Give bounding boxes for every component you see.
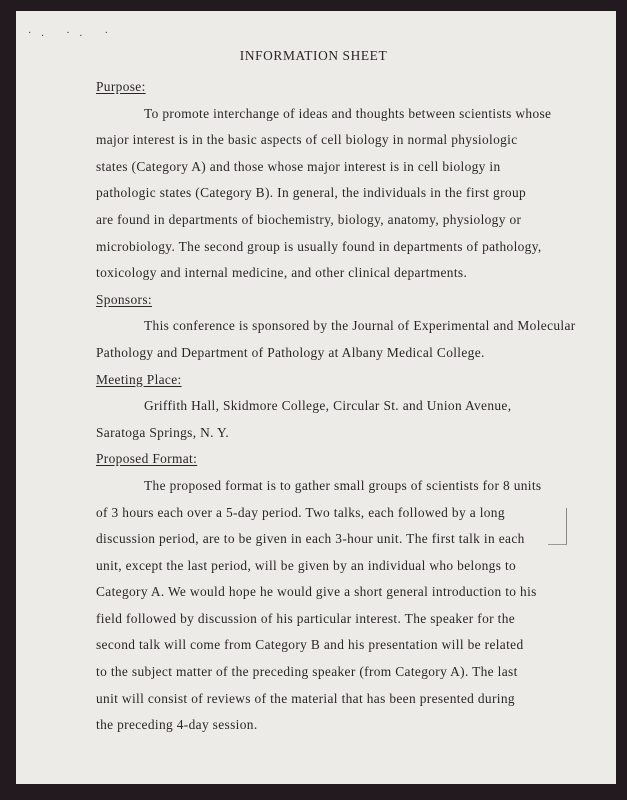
- text-line: states (Category A) and those whose major interest is in cell biology in: [96, 158, 501, 174]
- section-heading-text: Meeting Place:: [96, 371, 182, 387]
- section-heading: [0, 371, 627, 398]
- text-line: unit, except the last period, will be given by an individual who belongs to: [96, 557, 517, 573]
- scan-marks: ·. ·. ·: [28, 28, 118, 39]
- text-line: unit will consist of reviews of the material that has been presented during: [96, 690, 515, 706]
- text-line: Pathology and Department of Pathology at Albany Medical College.: [96, 344, 485, 360]
- section-heading-text: Purpose:: [96, 79, 146, 94]
- text-line: Saratoga Springs, N. Y.: [96, 424, 230, 440]
- section-heading: [0, 78, 627, 105]
- page-title: INFORMATION SHEET: [239, 48, 388, 63]
- text-line: to the subject matter of the preceding speaker (from Category A). The last: [96, 664, 518, 680]
- text-line: To promote interchange of ideas and thoughts between scientists whose: [144, 105, 552, 121]
- text-line: toxicology and internal medicine, and other clinical departments.: [96, 265, 468, 281]
- text-line: major interest is in the basic aspects of cell biology in normal physiologic: [96, 132, 518, 148]
- document-body: [0, 78, 627, 743]
- section-heading: [0, 291, 627, 318]
- text-line: This conference is sponsored by the Journal of Experimental and Molecular: [144, 318, 576, 334]
- section-heading-text: Proposed Format:: [96, 451, 198, 467]
- section-heading-text: Sponsors:: [96, 291, 152, 307]
- text-line: The proposed format is to gather small groups of scientists for 8 units: [144, 477, 542, 493]
- text-line: Category A. We would hope he would give a short general introduction to his: [96, 584, 537, 600]
- text-line: second talk will come from Category B and his presentation will be related: [96, 637, 524, 653]
- text-line: pathologic states (Category B). In general, the individuals in the first group: [96, 185, 527, 201]
- section-heading: [0, 450, 627, 477]
- text-line: are found in departments of biochemistry, biology, anatomy, physiology or: [96, 211, 522, 227]
- text-line: discussion period, are to be given in each 3-hour unit. The first talk in each: [96, 531, 525, 547]
- text-line: field followed by discussion of his particular interest. The speaker for the: [96, 610, 516, 626]
- text-line: Griffith Hall, Skidmore College, Circular St. and Union Avenue,: [144, 398, 512, 414]
- text-line: microbiology. The second group is usually found in departments of pathology,: [96, 238, 542, 254]
- text-line: the preceding 4-day session.: [96, 717, 258, 733]
- text-line: of 3 hours each over a 5-day period. Two talks, each followed by a long: [96, 504, 505, 520]
